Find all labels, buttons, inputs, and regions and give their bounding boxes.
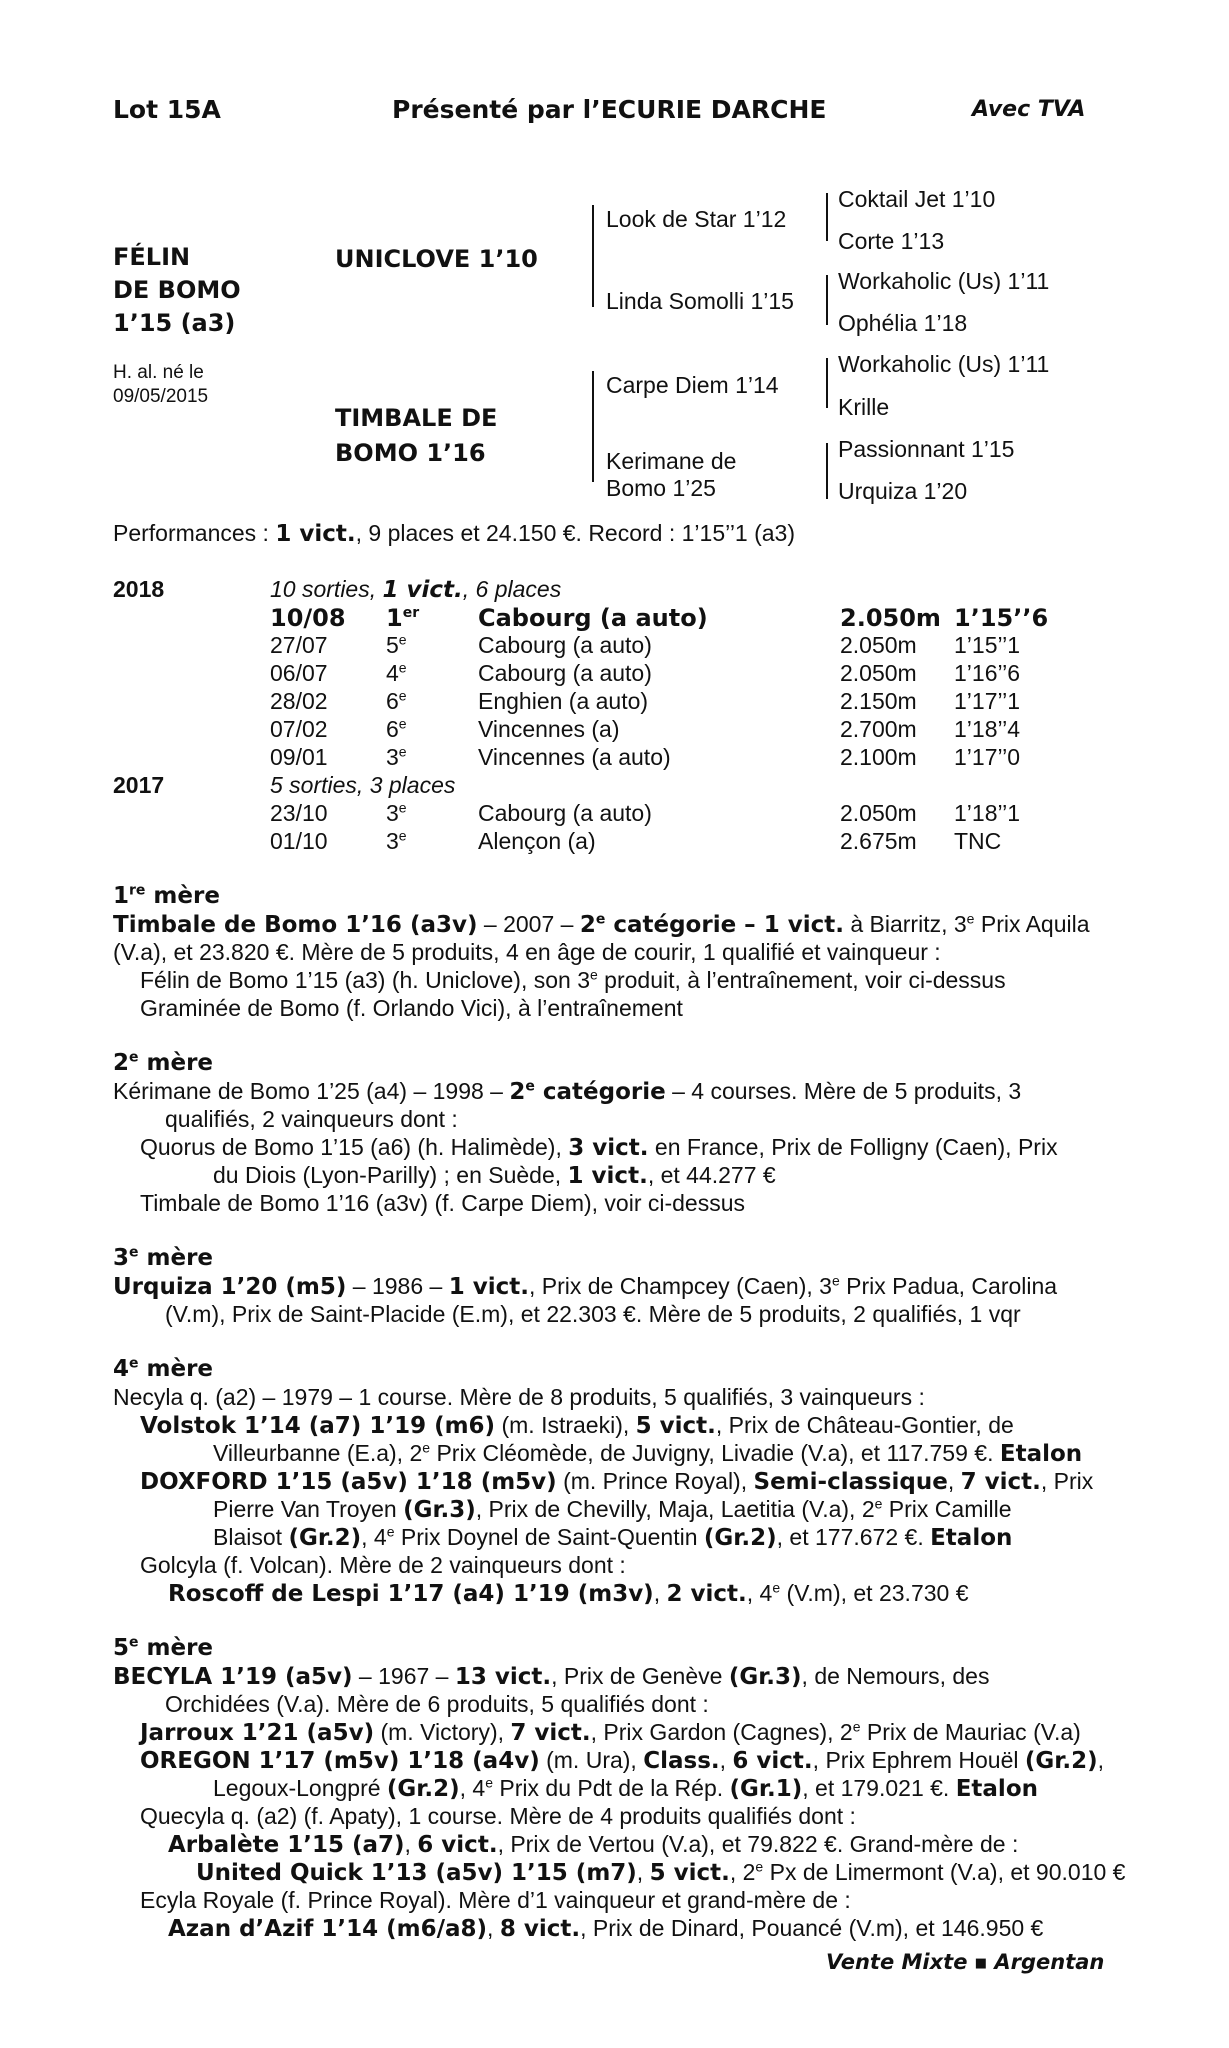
- result-date: 06/07: [270, 660, 328, 686]
- dam-line: Necyla q. (a2) – 1979 – 1 course. Mère de 8 produits, 5 qualifiés, 3 vainqueurs :: [113, 1384, 925, 1410]
- result-position: 6e: [386, 715, 407, 742]
- section-heading: 4e mère: [113, 1355, 214, 1382]
- gen3-7: Passionnant 1’15: [838, 436, 1015, 462]
- gen3-2: Corte 1’13: [838, 228, 945, 254]
- produce-line: Graminée de Bomo (f. Orlando Vici), à l’entraînement: [140, 995, 683, 1021]
- gen3-6: Krille: [838, 394, 890, 420]
- year-2018: 2018: [113, 576, 165, 602]
- result-distance: 2.675m: [840, 828, 917, 854]
- result-distance: 2.050m: [840, 800, 917, 826]
- presenter: Présenté par l’ECURIE DARCHE: [392, 95, 827, 124]
- gen3-4: Ophélia 1’18: [838, 310, 968, 336]
- produce-line: Ecyla Royale (f. Prince Royal). Mère d’1 vainqueur et grand-mère de :: [140, 1887, 851, 1913]
- result-position: 3e: [386, 743, 407, 770]
- result-date: 28/02: [270, 688, 328, 714]
- result-date: 10/08: [270, 604, 346, 632]
- result-distance: 2.100m: [840, 744, 917, 770]
- gen3-5: Workaholic (Us) 1’11: [838, 351, 1050, 377]
- result-time: 1’15’’6: [954, 604, 1049, 632]
- result-time: 1’18’’4: [954, 716, 1021, 742]
- produce-line: Roscoff de Lespi 1’17 (a4) 1’19 (m3v), 2 vict., 4e (V.m), et 23.730 €: [168, 1579, 969, 1607]
- section-heading: 2e mère: [113, 1049, 214, 1076]
- produce-line: DOXFORD 1’15 (a5v) 1’18 (m5v) (m. Prince Royal), Semi-classique, 7 vict., Prix: [140, 1468, 1094, 1495]
- produce-line: Jarroux 1’21 (a5v) (m. Victory), 7 vict., Prix Gardon (Cagnes), 2e Prix de Mauriac (V.a): [140, 1718, 1081, 1746]
- result-date: 27/07: [270, 632, 328, 658]
- pedigree-bracket: [826, 275, 828, 325]
- pedigree-bracket: [826, 358, 828, 408]
- summary-2018: 10 sorties, 1 vict., 6 places: [270, 576, 562, 603]
- result-time: 1’16’’6: [954, 660, 1021, 686]
- result-date: 01/10: [270, 828, 328, 854]
- result-position: 6e: [386, 687, 407, 714]
- result-time: TNC: [954, 828, 1002, 854]
- result-distance: 2.050m: [840, 604, 941, 632]
- performances: Performances : 1 vict., 9 places et 24.150 €. Record : 1’15’’1 (a3): [113, 520, 796, 547]
- result-time: 1’15’’1: [954, 632, 1021, 658]
- dam-sire: Carpe Diem 1’14: [606, 372, 779, 398]
- produce-line: Blaisot (Gr.2), 4e Prix Doynel de Saint-Quentin (Gr.2), et 177.672 €. Etalon: [213, 1523, 1013, 1551]
- horse-info: H. al. né le 09/05/2015: [113, 362, 209, 407]
- year-2017: 2017: [113, 772, 165, 798]
- dam-line: (V.m), Prix de Saint-Placide (E.m), et 22.303 €. Mère de 5 produits, 2 qualifiés, 1 vqr: [165, 1301, 1021, 1327]
- dam-dam: Kerimane de: [606, 448, 737, 474]
- result-time: 1’17’’0: [954, 744, 1021, 770]
- result-time: 1’18’’1: [954, 800, 1021, 826]
- produce-line: Pierre Van Troyen (Gr.3), Prix de Chevilly, Maja, Laetitia (V.a), 2e Prix Camille: [213, 1495, 1012, 1523]
- gen3-1: Coktail Jet 1’10: [838, 186, 996, 212]
- result-distance: 2.050m: [840, 660, 917, 686]
- lot-number: Lot 15A: [113, 95, 221, 124]
- result-date: 07/02: [270, 716, 328, 742]
- produce-line: OREGON 1’17 (m5v) 1’18 (a4v) (m. Ura), Class., 6 vict., Prix Ephrem Houël (Gr.2),: [140, 1747, 1104, 1774]
- horse-name: FÉLIN DE BOMO 1’15 (a3): [113, 243, 241, 337]
- produce-line: Félin de Bomo 1’15 (a3) (h. Uniclove), son 3e produit, à l’entraînement, voir ci-dessus: [140, 966, 1006, 993]
- result-track: Cabourg (a auto): [478, 632, 652, 658]
- section-heading: 1re mère: [113, 882, 220, 909]
- result-position: 1er: [386, 604, 420, 632]
- section-heading: 5e mère: [113, 1634, 214, 1661]
- result-date: 09/01: [270, 744, 328, 770]
- produce-line: Quecyla q. (a2) (f. Apaty), 1 course. Mère de 4 produits qualifiés dont :: [140, 1803, 856, 1829]
- result-position: 3e: [386, 799, 407, 826]
- result-track: Cabourg (a auto): [478, 800, 652, 826]
- grandsire: Look de Star 1’12: [606, 206, 787, 232]
- result-track: Enghien (a auto): [478, 688, 649, 714]
- produce-line: Legoux-Longpré (Gr.2), 4e Prix du Pdt de la Rép. (Gr.1), et 179.021 €. Etalon: [213, 1774, 1038, 1802]
- gen3-3: Workaholic (Us) 1’11: [838, 268, 1050, 294]
- vat-note: Avec TVA: [972, 97, 1086, 122]
- section-heading: 3e mère: [113, 1244, 214, 1271]
- produce-line: Arbalète 1’15 (a7), 6 vict., Prix de Vertou (V.a), et 79.822 €. Grand-mère de :: [168, 1831, 1019, 1858]
- granddam: Linda Somolli 1’15: [606, 288, 794, 314]
- dam-line: qualifiés, 2 vainqueurs dont :: [165, 1106, 458, 1132]
- result-track: Alençon (a): [478, 828, 596, 854]
- produce-line: Azan d’Azif 1’14 (m6/a8), 8 vict., Prix de Dinard, Pouancé (V.m), et 146.950 €: [168, 1915, 1044, 1942]
- result-distance: 2.050m: [840, 632, 917, 658]
- summary-2017: 5 sorties, 3 places: [270, 772, 456, 798]
- footer-sale: Vente Mixte ■ Argentan: [826, 1950, 1105, 1974]
- pedigree-bracket: [592, 205, 594, 307]
- produce-line: Quorus de Bomo 1’15 (a6) (h. Halimède), 3 vict. en France, Prix de Folligny (Caen), Prix: [140, 1134, 1058, 1161]
- pedigree-bracket: [826, 193, 828, 241]
- pedigree-bracket: [826, 443, 828, 499]
- produce-line: Volstok 1’14 (a7) 1’19 (m6) (m. Istraeki), 5 vict., Prix de Château-Gontier, de: [140, 1412, 1014, 1439]
- result-distance: 2.700m: [840, 716, 917, 742]
- sire: UNICLOVE 1’10: [335, 245, 538, 273]
- produce-line: Timbale de Bomo 1’16 (a3v) (f. Carpe Diem), voir ci-dessus: [140, 1190, 746, 1216]
- dam-line: BECYLA 1’19 (a5v) – 1967 – 13 vict., Prix de Genève (Gr.3), de Nemours, des: [113, 1663, 990, 1690]
- dam-line: (V.a), et 23.820 €. Mère de 5 produits, 4 en âge de courir, 1 qualifié et vainqueur :: [113, 939, 941, 965]
- result-position: 3e: [386, 827, 407, 854]
- produce-line: Golcyla (f. Volcan). Mère de 2 vainqueurs dont :: [140, 1552, 626, 1578]
- result-position: 4e: [386, 659, 407, 686]
- dam-line: Kérimane de Bomo 1’25 (a4) – 1998 – 2e catégorie – 4 courses. Mère de 5 produits, 3: [113, 1078, 1022, 1105]
- produce-line: du Diois (Lyon-Parilly) ; en Suède, 1 vict., et 44.277 €: [213, 1162, 776, 1189]
- dam-line: Urquiza 1’20 (m5) – 1986 – 1 vict., Prix de Champcey (Caen), 3e Prix Padua, Carolina: [113, 1272, 1058, 1300]
- result-track: Vincennes (a): [478, 716, 620, 742]
- dam-line: Orchidées (V.a). Mère de 6 produits, 5 qualifiés dont :: [165, 1691, 709, 1717]
- produce-line: Villeurbanne (E.a), 2e Prix Cléomède, de Juvigny, Livadie (V.a), et 117.759 €. Etalon: [213, 1439, 1083, 1467]
- result-date: 23/10: [270, 800, 328, 826]
- dam-line: Timbale de Bomo 1’16 (a3v) – 2007 – 2e catégorie – 1 vict. à Biarritz, 3e Prix Aquila: [113, 910, 1090, 938]
- result-track: Cabourg (a auto): [478, 660, 652, 686]
- produce-line: United Quick 1’13 (a5v) 1’15 (m7), 5 vict., 2e Px de Limermont (V.a), et 90.010 €: [196, 1858, 1126, 1886]
- result-track: Cabourg (a auto): [478, 604, 708, 632]
- pedigree-bracket: [592, 371, 594, 482]
- square-bullet-icon: ■: [974, 1956, 988, 1971]
- dam-dam-2: Bomo 1’25: [606, 475, 716, 501]
- result-position: 5e: [386, 631, 407, 658]
- result-time: 1’17’’1: [954, 688, 1021, 714]
- dam: TIMBALE DE BOMO 1’16: [335, 404, 498, 467]
- result-track: Vincennes (a auto): [478, 744, 671, 770]
- gen3-8: Urquiza 1’20: [838, 478, 968, 504]
- result-distance: 2.150m: [840, 688, 917, 714]
